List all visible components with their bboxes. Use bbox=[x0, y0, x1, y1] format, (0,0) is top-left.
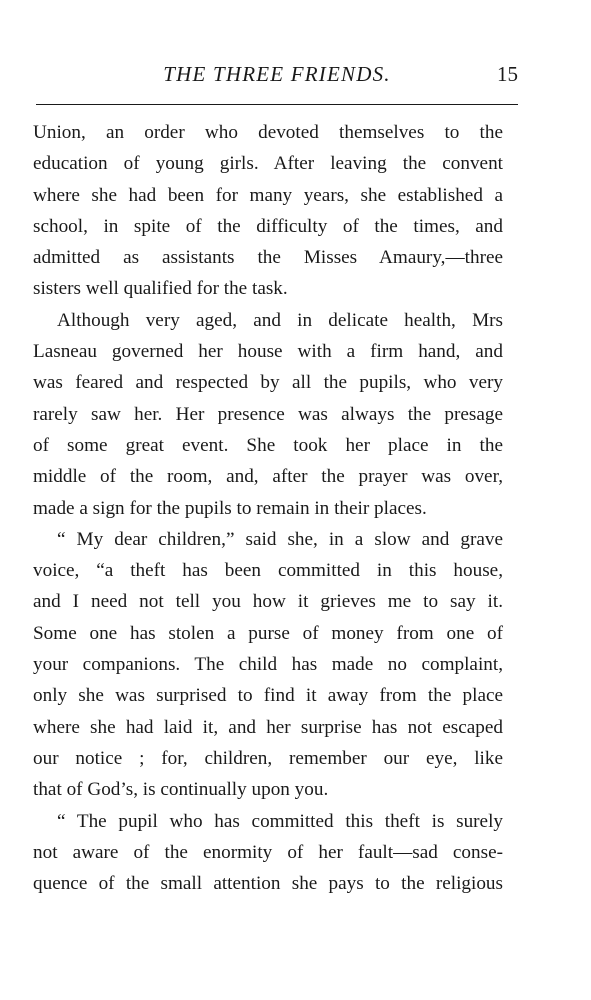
text-line: our notice ; for, children, remember our eye, like bbox=[33, 747, 503, 769]
text-line: “ My dear children,” said she, in a slow and grave bbox=[57, 528, 503, 550]
text-line: rarely saw her. Her presence was always the presage bbox=[33, 403, 503, 425]
text-line: admitted as assistants the Misses Amaury,—three bbox=[33, 247, 503, 269]
text-line: Some one has stolen a purse of money from one of bbox=[33, 622, 503, 644]
text-line: “ The pupil who has committed this theft is surely bbox=[57, 810, 503, 832]
running-title: THE THREE FRIENDS. bbox=[163, 62, 391, 86]
text-line: and I need not tell you how it grieves me to say it. bbox=[33, 591, 503, 613]
text-line: Union, an order who devoted themselves to the bbox=[33, 122, 503, 143]
text-line: Although very aged, and in delicate health, Mrs bbox=[57, 309, 503, 331]
paragraph bbox=[33, 806, 503, 900]
text-line: quence of the small attention she pays to the religious bbox=[33, 873, 503, 895]
text-line: that of God’s, is continually upon you. bbox=[33, 779, 329, 801]
paragraph bbox=[33, 305, 503, 524]
text-line: where she had laid it, and her surprise has not escaped bbox=[33, 716, 503, 738]
page-number: 15 bbox=[497, 62, 518, 86]
paragraph bbox=[33, 524, 503, 806]
text-line: sisters well qualified for the task. bbox=[33, 278, 288, 300]
text-line: middle of the room, and, after the prayer was over, bbox=[33, 466, 503, 488]
text-line: was feared and respected by all the pupils, who very bbox=[33, 372, 503, 394]
body-text bbox=[33, 117, 503, 899]
text-line: school, in spite of the difficulty of the times, and bbox=[33, 215, 503, 237]
text-line: of some great event. She took her place in the bbox=[33, 434, 503, 456]
text-line: made a sign for the pupils to remain in their places. bbox=[33, 497, 427, 519]
text-line: where she had been for many years, she established a bbox=[33, 184, 503, 206]
text-line: voice, “a theft has been committed in this house, bbox=[33, 560, 503, 582]
running-head bbox=[36, 60, 518, 90]
text-line: Lasneau governed her house with a firm hand, and bbox=[33, 341, 503, 363]
text-line: education of young girls. After leaving the convent bbox=[33, 153, 503, 175]
text-line: not aware of the enormity of her fault—sad conse- bbox=[33, 841, 503, 863]
paragraph bbox=[33, 117, 503, 305]
header-rule bbox=[36, 104, 518, 105]
text-line: only she was surprised to find it away from the place bbox=[33, 685, 503, 707]
text-line: your companions. The child has made no complaint, bbox=[33, 654, 503, 676]
